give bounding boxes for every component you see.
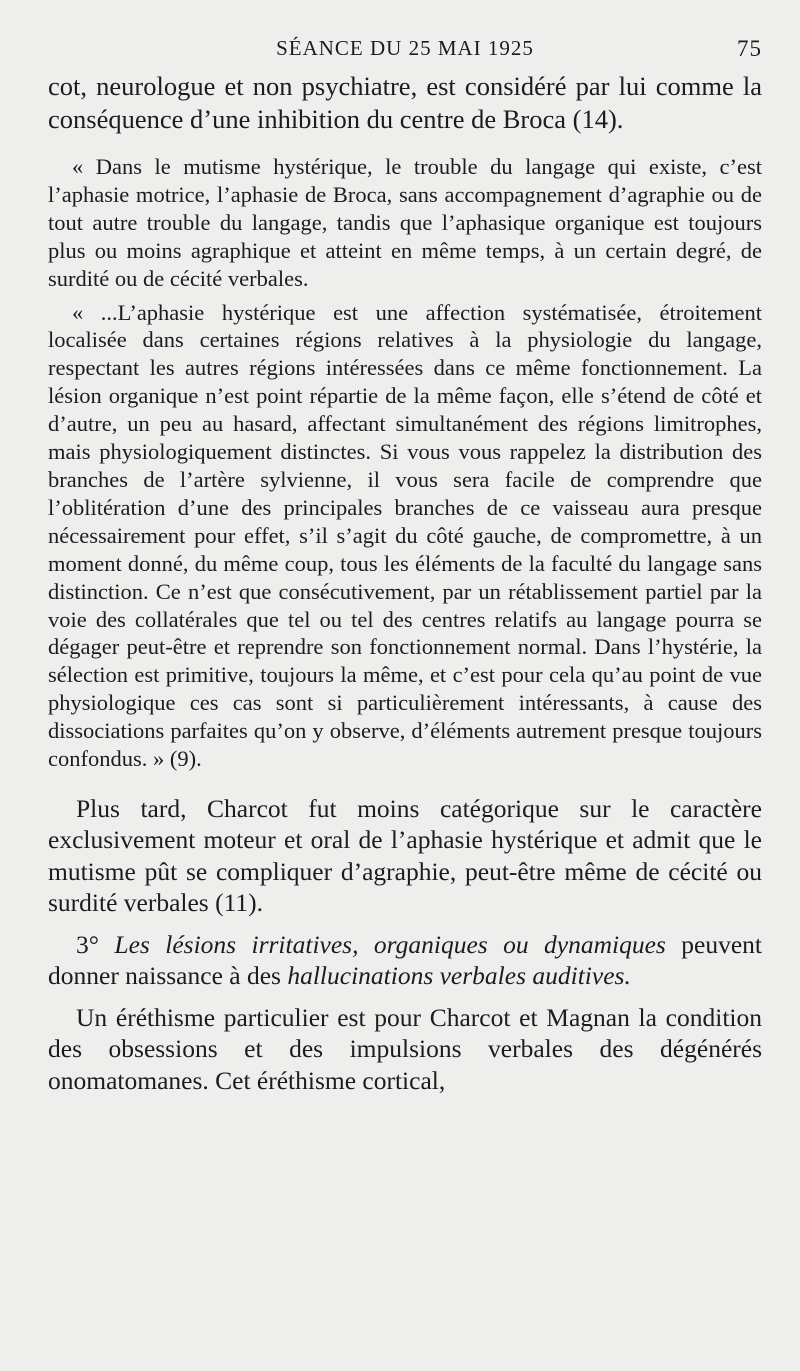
body-text <box>48 793 762 1097</box>
section-number: 3° <box>76 929 99 959</box>
page-number: 75 <box>737 36 762 61</box>
lead-paragraph-block <box>48 70 762 135</box>
running-title: SÉANCE DU 25 MAI 1925 <box>276 36 534 60</box>
paragraph-2-text: peuvent donner naissance à des <box>48 929 763 991</box>
hallucinations-italic: hallucinations verbales auditives. <box>287 961 631 991</box>
section-heading-italic: Les lésions irritatives, organiques ou dynamiques <box>114 929 666 959</box>
lead-paragraph: cot, neurologue et non psychiatre, est considéré par lui comme la conséquence d’une inhibition du centre de Broca (14). <box>48 71 762 134</box>
paragraph-1: Plus tard, Charcot fut moins catégorique sur le caractère exclusivement moteur et oral de l’aphasie hystérique et admit que le mutisme pût se compliquer d’agraphie, peut-être même de cécité ou surdité verbales (11). <box>48 793 762 918</box>
quote-paragraph-2: « ...L’aphasie hystérique est une affection systématisée, étroitement localisée dans certaines régions relatives à la physiologie du langage, respectant les autres régions intéressées dans ce même fonctionnement. La lésion organique n’est point répartie de la même façon, elle s’étend de côté et d’autre, un peu au hasard, affectant simultanément des régions limitrophes, mais physiologiquement distinctes. Si vous vous rappelez la distribution des branches de l’artère sylvienne, il vous sera facile de comprendre que l’oblitération d’une des principales branches de ce vaisseau aura presque nécessairement pour effet, s’il s’agit du côté gauche, de compromettre, à un moment donné, du même coup, tous les éléments de la faculté du langage sans distinction. Ce n’est que consécutivement, par un rétablissement partiel par la voie des collatérales que tel ou tel des centres relatifs au langage pourra se dégager peut-être et reprendre son fonctionnement normal. Dans l’hystérie, la sélection est primitive, toujours la même, et c’est pour cela qu’au point de vue physiologique ces cas sont si particulièrement intéressants, à cause des dissociations parfaites qu’on y observe, d’éléments autrement presque toujours confondus. » (9). <box>48 299 762 772</box>
charcot-quotation <box>48 153 762 773</box>
paragraph-3: Un éréthisme particulier est pour Charcot et Magnan la condition des obsessions et des impulsions verbales des dégénérés onomatomanes. Cet éréthisme cortical, <box>48 1002 762 1095</box>
paragraph-2 <box>48 929 762 992</box>
quote-paragraph-1: « Dans le mutisme hystérique, le trouble du langage qui existe, c’est l’aphasie motrice, l’aphasie de Broca, sans accompagnement d’agraphie ou de tout autre trouble du langage, tandis que l’aphasique organique est toujours plus ou moins agraphique et atteint en même temps, à un certain degré, de surdité ou de cécité verbales. <box>48 154 762 291</box>
page-header <box>48 30 762 70</box>
